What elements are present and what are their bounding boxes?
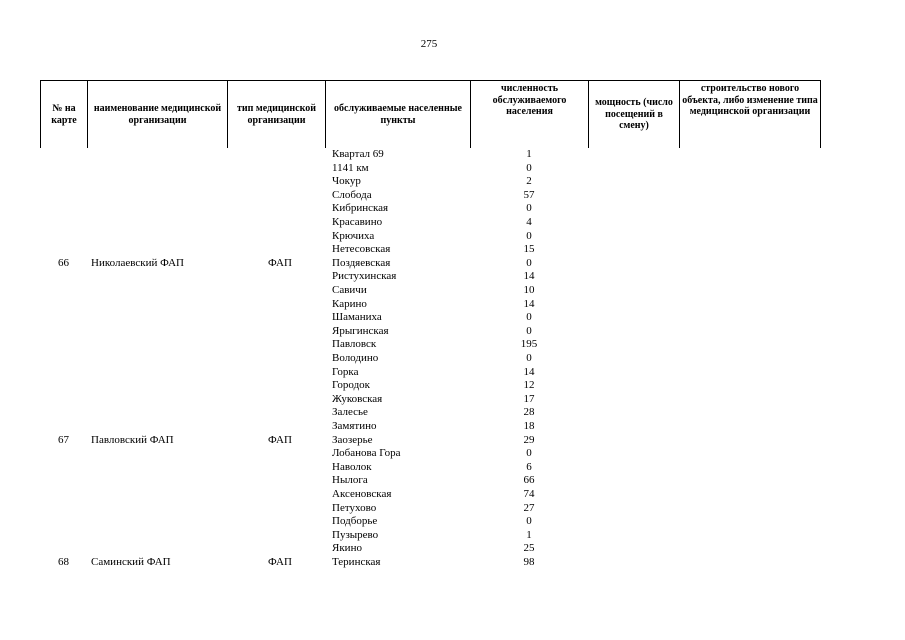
organization-name: Саминский ФАП (91, 556, 171, 568)
settlement-population: 14 (523, 365, 535, 378)
header-population: численность обслуживаемого населения (471, 81, 589, 149)
header-map-number: № на карте (41, 81, 88, 149)
organization-row (40, 434, 332, 448)
settlement-name: Крючиха (332, 229, 375, 242)
settlement-population: 74 (523, 488, 535, 500)
table-row (40, 325, 820, 339)
settlement-name: Квартал 69 (332, 148, 384, 160)
header-construction: строительство нового объекта, либо изменение типа медицинской организации (680, 81, 821, 149)
table-row (40, 202, 820, 216)
header-organization-type: тип медицинской организации (228, 81, 326, 149)
settlement-name: Аксеновская (332, 488, 392, 500)
settlement-name: Залесье (332, 406, 368, 419)
settlement-population: 12 (523, 379, 535, 392)
settlement-population: 1 (526, 148, 532, 160)
header-organization-name: наименование медицинской организации (88, 81, 228, 149)
settlement-population: 14 (523, 297, 535, 310)
settlement-name: Карино (332, 297, 367, 310)
organization-map-number: 66 (58, 256, 69, 269)
settlement-name: Заозерье (332, 433, 373, 446)
settlement-population: 0 (526, 311, 532, 324)
settlement-population: 2 (526, 175, 532, 188)
organization-type: ФАП (268, 556, 292, 568)
table-row (40, 162, 820, 176)
table-row (40, 474, 820, 488)
settlement-population: 4 (526, 216, 532, 228)
organization-map-number: 68 (58, 556, 69, 568)
settlement-population: 0 (526, 161, 532, 174)
table-row (40, 515, 820, 529)
settlement-name: Слобода (332, 188, 372, 201)
organization-row (40, 556, 332, 570)
table-row (40, 352, 820, 366)
page-number: 275 (420, 38, 438, 50)
table-row (40, 298, 820, 312)
settlement-name: Ристухинская (332, 270, 397, 283)
settlement-name: Пузырево (332, 528, 379, 541)
settlement-population: 0 (526, 229, 532, 242)
header-settlements: обслуживаемые населенные пункты (326, 81, 471, 149)
table-row (40, 338, 820, 352)
table-body (40, 148, 820, 578)
settlement-name: Красавино (332, 216, 383, 228)
settlement-population: 14 (523, 270, 535, 283)
settlement-name: Жуковская (332, 392, 383, 405)
settlement-name: Кибринская (332, 202, 389, 215)
settlement-population: 15 (523, 243, 535, 256)
settlement-name: Наволок (332, 460, 372, 473)
settlement-name: Теринская (332, 556, 381, 568)
organization-type: ФАП (268, 256, 292, 269)
table-row (40, 542, 820, 556)
settlement-population: 27 (523, 501, 535, 514)
settlement-name: Чокур (332, 175, 361, 188)
settlement-population: 195 (520, 338, 538, 351)
settlement-name: Ярыгинская (332, 324, 389, 337)
table-row (40, 270, 820, 284)
settlement-population: 0 (526, 447, 532, 460)
settlement-name: Володино (332, 352, 379, 364)
settlement-population: 0 (526, 202, 532, 215)
table-row (40, 529, 820, 543)
settlement-population: 0 (526, 515, 532, 528)
settlement-population: 0 (526, 324, 532, 337)
settlement-population: 57 (523, 188, 535, 201)
settlement-population: 98 (523, 556, 535, 568)
header-capacity: мощность (число посещений в смену) (589, 81, 680, 149)
settlement-name: Горка (332, 365, 359, 378)
settlement-population: 66 (523, 474, 535, 487)
settlement-name: Нылога (332, 474, 368, 487)
organization-map-number: 67 (58, 433, 69, 446)
table-row (40, 284, 820, 298)
table-row (40, 488, 820, 502)
settlement-population: 29 (523, 433, 535, 446)
settlement-name: Павловск (332, 338, 377, 351)
table-row (40, 502, 820, 516)
settlement-name: Лобанова Гора (332, 447, 401, 460)
settlement-name: Нетесовская (332, 243, 391, 256)
table-row (40, 243, 820, 257)
settlement-population: 17 (523, 392, 535, 405)
table-row (40, 311, 820, 325)
settlement-name: Савичи (332, 284, 367, 296)
settlement-name: Подборье (332, 515, 378, 528)
table-row (40, 216, 820, 230)
settlement-population: 18 (523, 420, 535, 432)
settlement-population: 6 (526, 460, 532, 473)
settlement-name: Городок (332, 379, 371, 392)
table-row (40, 189, 820, 203)
settlement-name: 1141 км (332, 161, 369, 174)
settlement-name: Петухово (332, 501, 377, 514)
organization-name: Николаевский ФАП (91, 256, 184, 269)
organization-row (40, 257, 332, 271)
settlement-population: 1 (526, 528, 532, 541)
settlement-population: 10 (523, 284, 535, 296)
settlement-name: Якино (332, 542, 362, 555)
settlement-name: Замятино (332, 420, 377, 432)
table-row (40, 366, 820, 380)
table-row (40, 230, 820, 244)
table-row (40, 461, 820, 475)
table-row (40, 393, 820, 407)
settlement-name: Поздяевская (332, 256, 391, 269)
table-row (40, 406, 820, 420)
table-header (40, 80, 821, 148)
organization-name: Павловский ФАП (91, 433, 174, 446)
table-row (40, 148, 820, 162)
settlement-population: 0 (526, 352, 532, 364)
organization-type: ФАП (268, 433, 292, 446)
table-row (40, 447, 820, 461)
table-row (40, 175, 820, 189)
table-row (40, 379, 820, 393)
settlement-name: Шаманиха (332, 311, 382, 324)
table-row (40, 420, 820, 434)
settlement-population: 0 (526, 256, 532, 269)
settlement-population: 25 (523, 542, 535, 555)
settlement-population: 28 (523, 406, 535, 419)
